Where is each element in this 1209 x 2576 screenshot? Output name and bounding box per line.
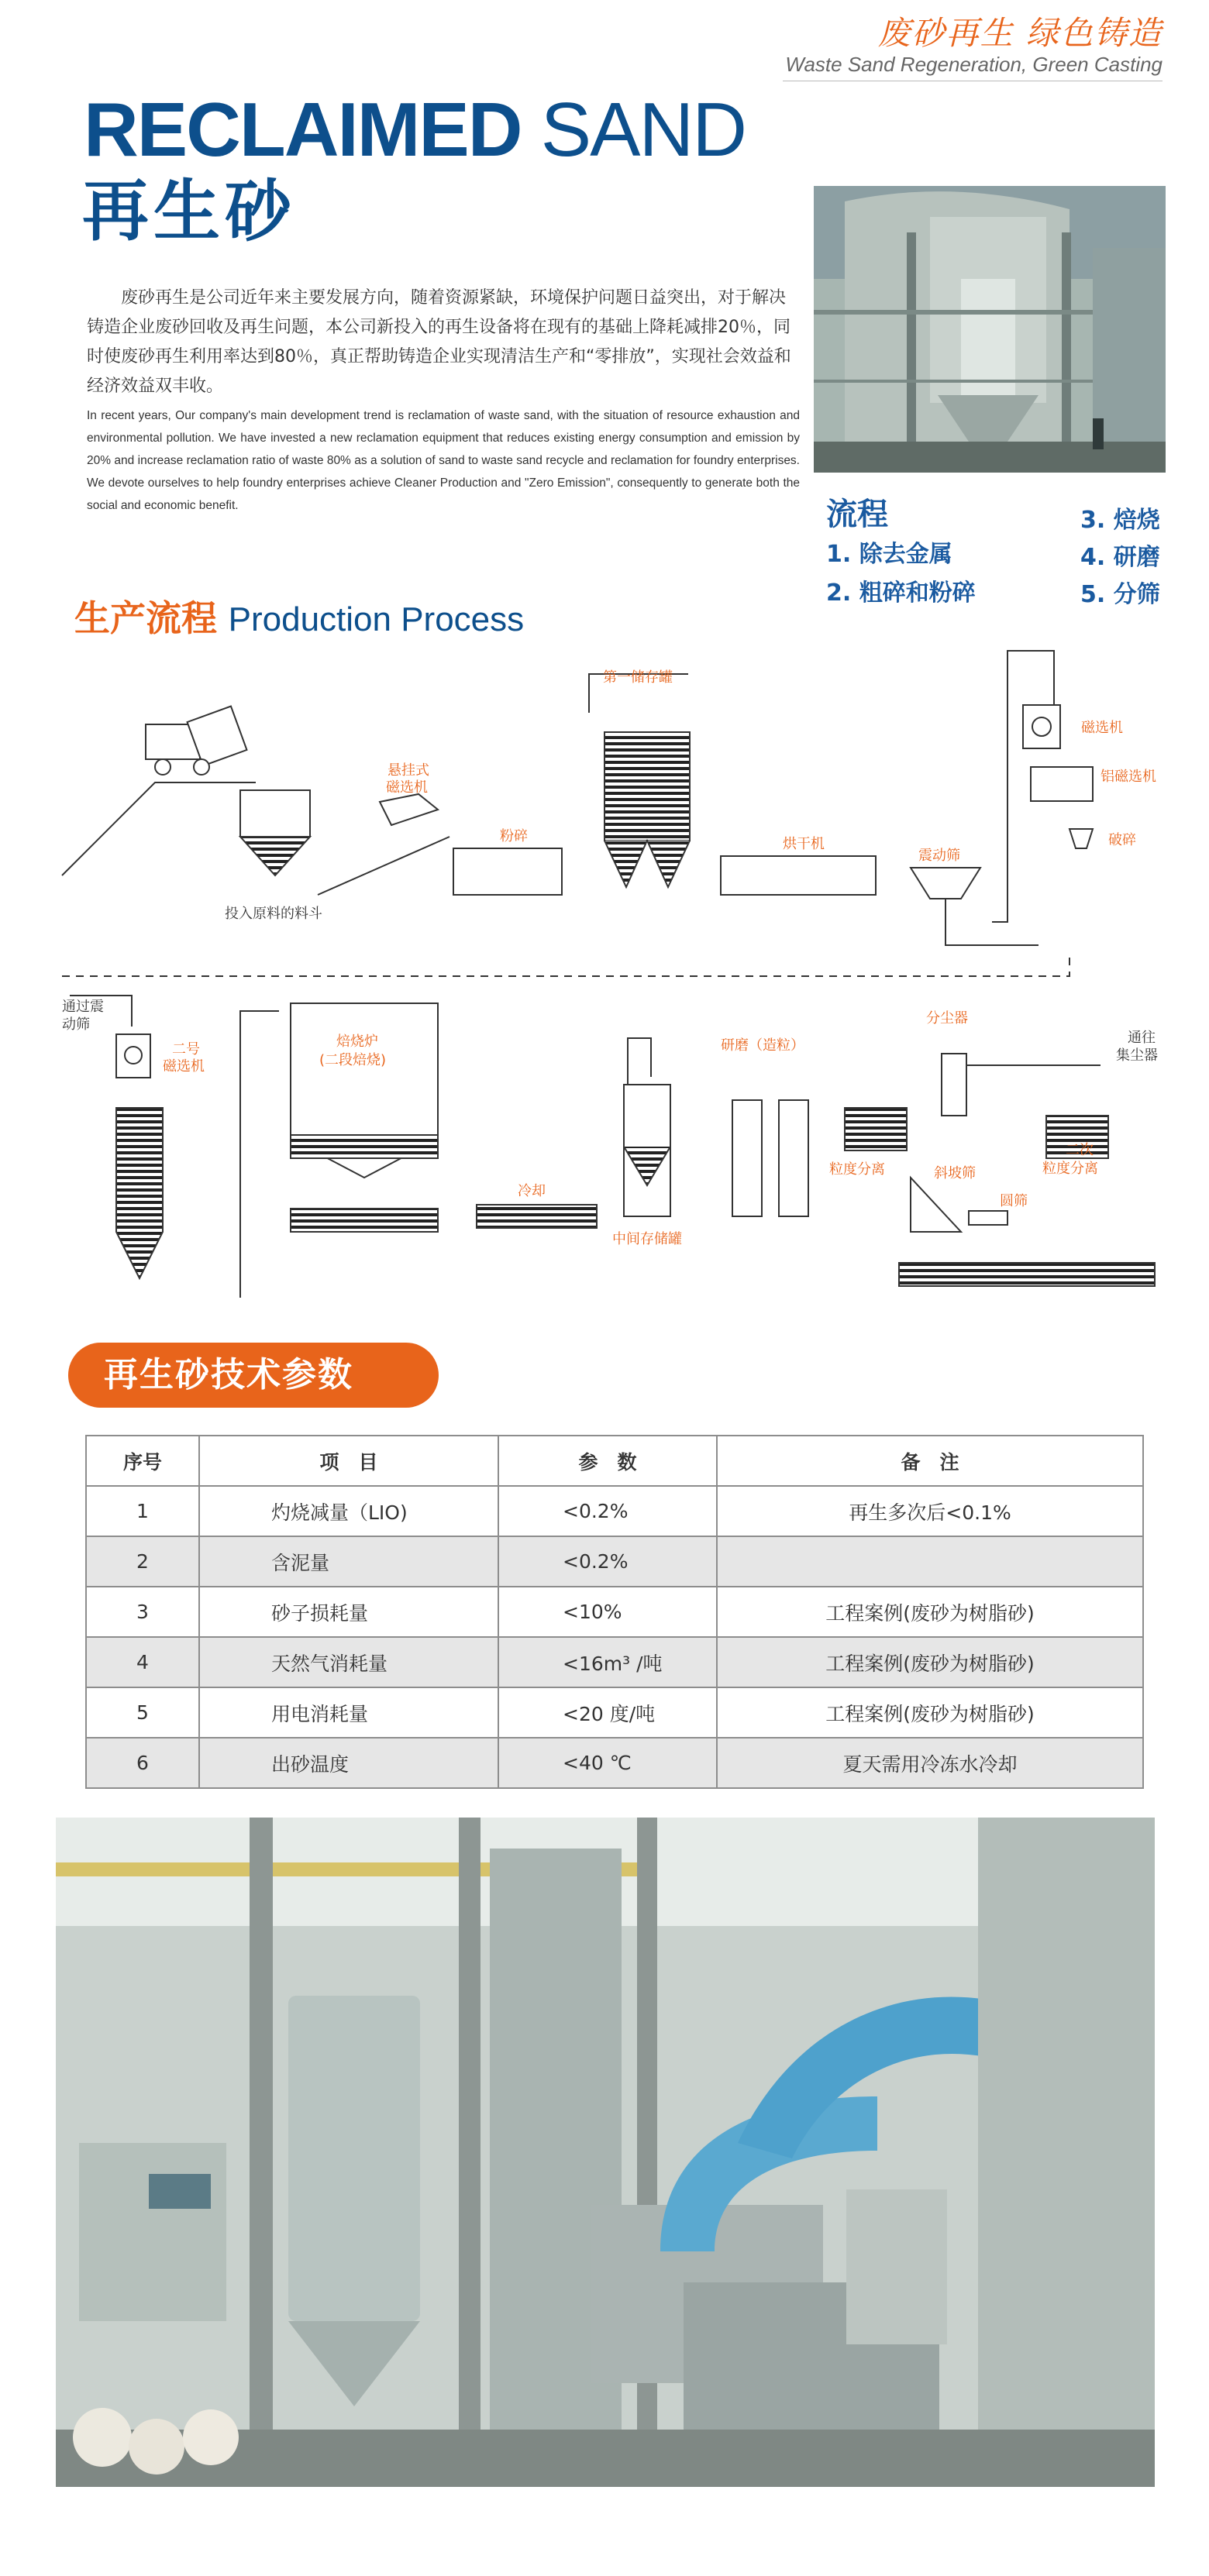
label-mag2-2: 磁选机 [163, 1058, 205, 1075]
label-hopper: 投入原料的料斗 [225, 906, 322, 922]
label-size-sep: 粒度分离 [829, 1161, 885, 1178]
label-al-magsep: 铝磁选机 [1100, 769, 1156, 785]
cell-note: 再生多次后<0.1% [717, 1486, 1143, 1536]
label-hanging-magnet-2: 磁选机 [386, 779, 428, 796]
production-process-diagram [0, 643, 1209, 1302]
cell-no: 5 [86, 1687, 199, 1738]
table-row [86, 1637, 1143, 1687]
title-en-bold: RECLAIMED [84, 87, 522, 172]
flow-step-1: 1. 除去金属 [826, 541, 952, 568]
label-mag2-1: 二号 [172, 1041, 200, 1058]
label-breaker: 破碎 [1108, 832, 1136, 848]
cell-param: <20 度/吨 [498, 1687, 717, 1738]
cell-no: 3 [86, 1587, 199, 1637]
cell-item: 灼烧减量（LIO) [199, 1486, 498, 1536]
label-dust-sep: 分尘器 [926, 1010, 968, 1027]
table-header-row [86, 1436, 1143, 1486]
label-vibro: 震动筛 [918, 848, 960, 864]
page-title-cn: 再生砂 [82, 173, 296, 250]
cell-note [717, 1536, 1143, 1587]
label-mid-storage: 中间存储罐 [612, 1231, 682, 1247]
label-to-collector-1: 通往 [1128, 1030, 1156, 1046]
label-through-vibro-2: 动筛 [62, 1016, 90, 1033]
label-cooling: 冷却 [518, 1183, 546, 1199]
slogan-cn: 废砂再生 绿色铸造 [877, 14, 1162, 52]
cell-no: 6 [86, 1738, 199, 1788]
cell-param: <0.2% [498, 1536, 717, 1587]
cell-param: <40 ℃ [498, 1738, 717, 1788]
cell-note: 夏天需用冷冻水冷却 [717, 1738, 1143, 1788]
table-row [86, 1687, 1143, 1738]
cell-note: 工程案例(废砂为树脂砂) [717, 1587, 1143, 1637]
cell-item: 含泥量 [199, 1536, 498, 1587]
label-size-sep2-1: 二次 [1066, 1142, 1094, 1158]
label-incline-screen: 斜坡筛 [934, 1165, 976, 1181]
label-size-sep2-2: 粒度分离 [1042, 1161, 1098, 1177]
cell-item: 砂子损耗量 [199, 1587, 498, 1637]
cell-param: <16m³ /吨 [498, 1637, 717, 1687]
factory-interior-photo [56, 1818, 1155, 2487]
params-table [85, 1435, 1144, 1789]
flow-step-4: 4. 研磨 [1080, 544, 1160, 571]
label-round-screen: 圆筛 [1000, 1193, 1028, 1209]
label-magsep: 磁选机 [1081, 720, 1123, 736]
params-heading-pill: 再生砂技术参数 [68, 1343, 439, 1408]
header-note: 备 注 [717, 1436, 1143, 1486]
cell-note: 工程案例(废砂为树脂砂) [717, 1687, 1143, 1738]
label-furnace-1: 焙烧炉 [336, 1033, 378, 1050]
label-hanging-magnet-1: 悬挂式 [388, 762, 429, 779]
label-through-vibro-1: 通过震 [62, 999, 104, 1015]
slogan-en: Waste Sand Regeneration, Green Casting [785, 53, 1162, 76]
cell-note: 工程案例(废砂为树脂砂) [717, 1637, 1143, 1687]
table-row [86, 1486, 1143, 1536]
label-grinding: 研磨（造粒） [721, 1037, 804, 1054]
header-item: 项 目 [199, 1436, 498, 1486]
intro-paragraph-cn: 废砂再生是公司近年来主要发展方向，随着资源紧缺，环境保护问题日益突出，对于解决铸造企业废砂回收及再生问题，本公司新投入的再生设备将在现有的基础上降耗减排20％，同时使废砂再生利用率达到80％，真正帮助铸造企业实现清洁生产和“零排放”，实现社会效益和经济效益双丰收。 [87, 288, 791, 396]
label-crush: 粉碎 [500, 828, 528, 844]
header-param: 参 数 [498, 1436, 717, 1486]
flow-step-2: 2. 粗碎和粉碎 [826, 580, 976, 607]
cell-item: 天然气消耗量 [199, 1637, 498, 1687]
cell-param: <0.2% [498, 1486, 717, 1536]
label-to-collector-2: 集尘器 [1116, 1047, 1158, 1064]
header-no: 序号 [86, 1436, 199, 1486]
label-storage1: 第一储存罐 [603, 669, 673, 686]
page-title-en [84, 87, 746, 172]
label-dryer: 烘干机 [783, 836, 825, 852]
process-title-en: Production Process [228, 600, 525, 638]
table-row [86, 1738, 1143, 1788]
table-row [86, 1536, 1143, 1587]
cell-no: 2 [86, 1536, 199, 1587]
cell-item: 出砂温度 [199, 1738, 498, 1788]
cell-no: 1 [86, 1486, 199, 1536]
label-furnace-2: (二段焙烧) [319, 1052, 387, 1068]
process-title-cn: 生产流程 [74, 597, 217, 639]
flow-step-5: 5. 分筛 [1080, 581, 1160, 608]
cell-item: 用电消耗量 [199, 1687, 498, 1738]
table-row [86, 1587, 1143, 1637]
reclamation-tower-photo [814, 186, 1166, 473]
production-process-heading [74, 590, 524, 641]
flow-step-3: 3. 焙烧 [1080, 507, 1160, 534]
cell-param: <10% [498, 1587, 717, 1637]
title-en-light: SAND [540, 87, 746, 172]
intro-paragraph-en: In recent years, Our company's main development trend is reclamation of waste sand, with the situation of resource exhaustion and environmental pollution. We have invested a new reclamation equipment that reduces existing energy consumption and emission by 20% and increase reclamation ratio of waste 80% as a solution of sand to waste sand recycle and reclamation for foundry enterprises. We devote ourselves to help foundry enterprises achieve Cleaner Production and "Zero Emission", consequently to generate both the social and economic benefit. [87, 409, 800, 512]
flow-title: 流程 [826, 497, 888, 532]
cell-no: 4 [86, 1637, 199, 1687]
